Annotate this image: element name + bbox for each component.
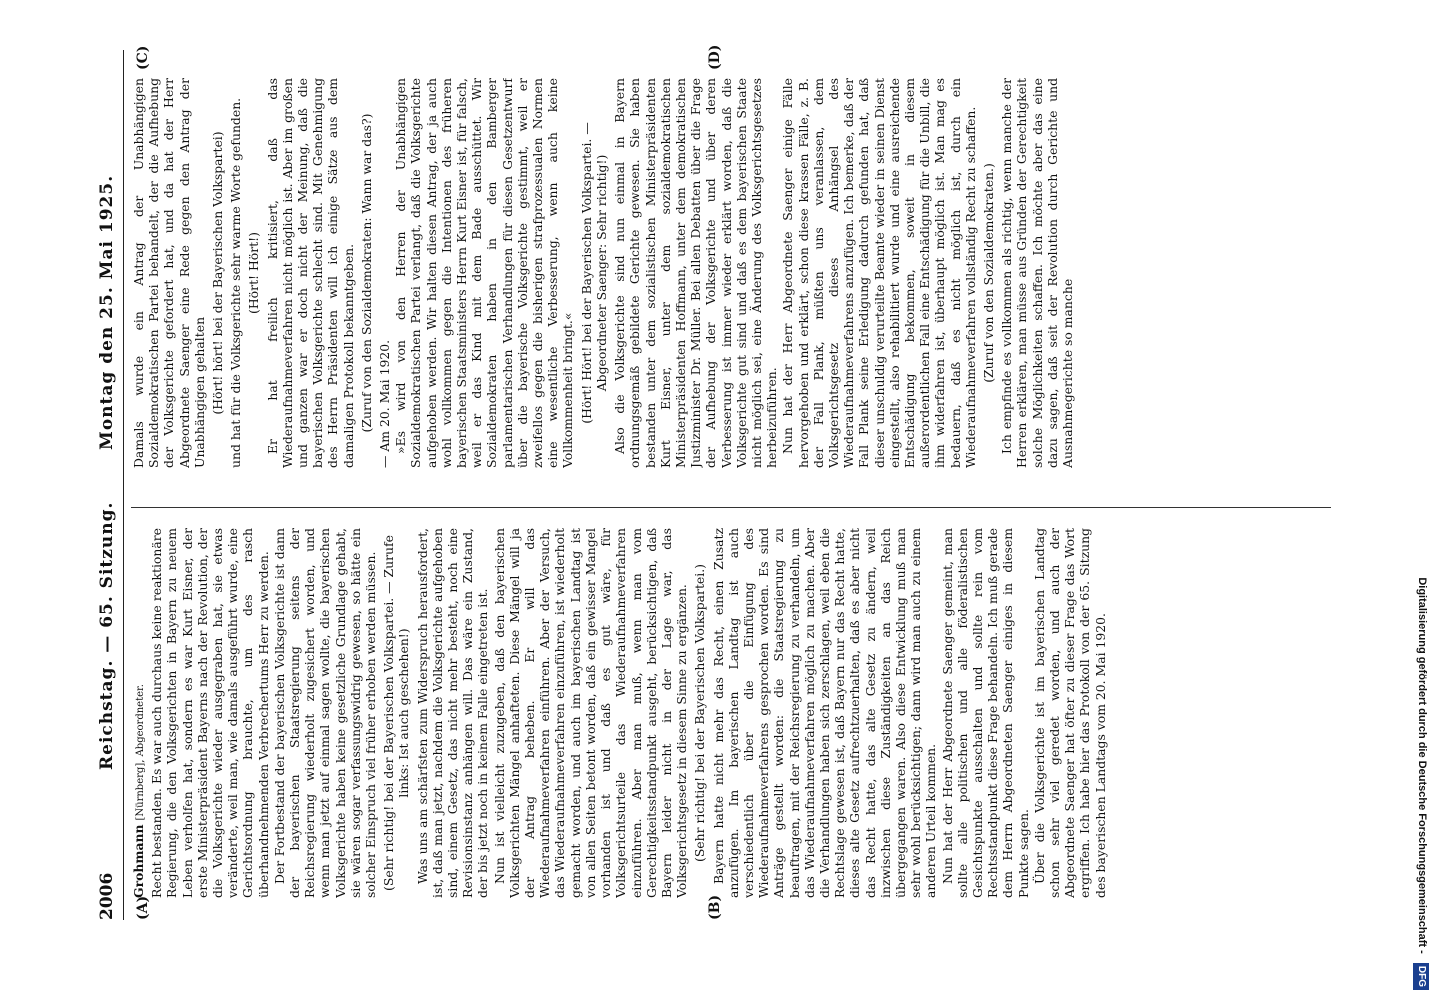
text-column-left	[131, 528, 1341, 898]
dfg-logo: DFG	[1413, 963, 1429, 990]
paragraph: Der Fortbestand der bayerischen Volksgerichte ist dann der bayerischen Staatsregierung seitens der Reichsregierung wiederholt zugesichert worden, und wenn man jetzt auf einmal sagen wollte, die bayerischen Volksgerichte haben keine gesetzliche Grundlage gehabt, sie wären sogar verfassungswidrig gewesen, so hätte ein solcher Einspruch viel früher erhoben werden müssen.	[271, 528, 379, 898]
paragraph: Was uns am schärfsten zum Widerspruch herausfordert, ist, daß man jetzt, nachdem die Volksgerichte aufgehoben sind, einem Gesetz, das nicht mehr besteht, noch eine Revisionsinstanz anhängen will. Das wäre ein Zustand, der bis jetzt noch in keinem Falle eingetreten ist.	[414, 528, 491, 898]
paragraph: — Am 20. Mai 1920.	[377, 339, 393, 468]
interjection: (Zuruf von den Sozialdemokraten.)	[980, 163, 996, 383]
margin-marker-c: (C)	[135, 45, 151, 70]
column-divider	[131, 507, 1331, 508]
paragraph: Nun hat der Herr Abgeordnete Saenger einige Fälle hervorgehoben und erklärt, schon diese krassen Fälle, z. B. der Fall Plank, müßten uns veranlassen, dem Volksgerichtsgesetz dieses Anhängsel des Wiederaufnahmeverfahrens anzufügen. Ich bemerke, daß der Fall Plank seine Erledigung dadurch gefunden hat, daß dieser unschuldig verurteilte Beamte wieder in seinen Dienst eingestellt, also rehabilitiert wurde und eine ausreichende Entschädigung bekommen, soweit in diesem außerordentlichen Fall eine Entschädigung für die Unbill, die ihm widerfahren ist, überhaupt möglich ist. Man mag es bedauern, daß es nicht möglich ist, durch ein Wiederaufnahmeverfahren vollständig Recht zu schaffen.	[780, 78, 978, 468]
page-number: 2006	[97, 872, 117, 920]
interjection: (Zuruf von den Sozialdemokraten: Wann war das?)	[358, 113, 374, 433]
paragraph: Er hat freilich kritisiert, daß das Wiederaufnahmeverfahren nicht möglich ist. Aber im großen und ganzen war er doch nicht der Meinung, daß die bayerischen Volksgerichte schlecht sind. Mit Genehmigung des Herrn Präsidenten will ich einige Sätze aus dem damaligen Protokoll bekanntgeben.	[264, 78, 356, 468]
credit-line	[1414, 10, 1430, 990]
paragraph	[131, 528, 148, 898]
quotation: »Es wird von den Herren der Unabhängigen Sozialdemokratischen Partei verlangt, daß die Volksgerichte aufgehoben werden. Wir halten diesen Antrag, der ja auch wohl vollkommen gegen die Intentionen des früheren bayerischen Staatsministers Herrn Kurt Eisner ist, für falsch, weil er das Kind mit dem Bade ausschüttet. Wir Sozialdemokraten haben in den Bamberger parlamentarischen Verhandlungen für diesen Gesetzentwurf über die bayerische Volksgerichte gestimmt, weil er zweifellos gegen die bisherigen strafprozessualen Normen eine wesentliche Verbesserung, wenn auch keine Vollkommenheit bringt.«	[393, 78, 576, 468]
interjection: (Hört! Hört!)	[246, 232, 262, 314]
interjection: (Hört! Hört! bei der Bayerischen Volkspartei. — Abgeordneter Saenger: Sehr richtig!)	[578, 122, 609, 424]
header-right-title: Montag den 25. Mai 1925.	[97, 174, 117, 450]
margin-marker-b: (B)	[707, 894, 723, 920]
paragraph: Ich empfinde es vollkommen als richtig, wenn manche der Herren erklären, man müsse aus Gründen der Gerechtigkeit solche Möglichkeiten schaffen. Ich möchte aber das eine dazu sagen, daß seit der Revolution durch Gerichte und Ausnahmegerichte so manche	[999, 78, 1075, 468]
interjection: (Sehr richtig! bei der Bayerischen Volkspartei.)	[692, 563, 708, 863]
paragraph: Bayern hatte nicht mehr das Recht, einen Zusatz anzufügen. Im bayerischen Landtag ist auch verschiedentlich über die Einfügung des Wiederaufnahmeverfahrens gesprochen worden. Es sind Anträge gestellt worden: die Staatsregierung zu beauftragen, mit der Reichsregierung zu verhandeln, um das Wiederaufnahmeverfahren möglich zu machen. Aber die Verhandlungen haben sich zerschlagen, weil eben die Rechtslage gewesen ist, daß Bayern nur das Recht hatte, dieses alte Gesetz aufrechtzuerhalten, daß es aber nicht das Recht hatte, das alte Gesetz zu ändern, weil inzwischen diese Zuständigkeiten an das Reich übergegangen waren. Also diese Entwicklung muß man sehr wohl berücksichtigen; dann wird man auch zu einem anderen Urteil kommen.	[710, 528, 939, 898]
interjection: (Hört! hört! bei der Bayerischen Volkspartei)	[210, 131, 226, 415]
margin-marker-d: (D)	[707, 44, 723, 70]
paragraph: Also die Volksgerichte sind nun einmal in Bayern ordnungsgemäß gebildete Gerichte gewesen. Sie haben bestanden unter dem sozialistischen Ministerpräsidenten Kurt Eisner, unter dem sozialdemokratischen Ministerpräsidenten Hoffmann, unter dem demokratischen Justizminister Dr. Müller. Bei allen Debatten über die Frage der Aufhebung der Volksgerichte und über deren Verbesserung ist immer wieder erklärt worden, daß die Volksgerichte gut sind und daß es dem bayerischen Staate nicht möglich sei, eine Änderung des Volksgerichtsgesetzes herbeizuführen.	[612, 78, 780, 468]
paragraph: Damals wurde ein Antrag der Unabhängigen Sozialdemokratischen Partei behandelt, der die Aufhebung der Volksgerichte gefordert hat, und da hat der Herr Abgeordnete Saenger eine Rede gegen den Antrag der Unabhängigen gehalten	[131, 78, 207, 468]
page-header	[95, 50, 124, 920]
interjection: (Sehr richtig! bei der Bayerischen Volkspartei. — Zurufe links: Ist auch geschehen!)	[381, 535, 412, 891]
speaker-note: [Nürnberg], Abgeordneter.	[135, 684, 146, 821]
text-column-right	[131, 78, 1341, 468]
paragraph: und hat für die Volksgerichte sehr warme Worte gefunden.	[228, 97, 244, 468]
header-left-title: Reichstag. — 65. Sitzung.	[97, 501, 117, 770]
digitization-credit	[1414, 10, 1430, 1000]
speaker-name: Grohmann	[131, 824, 146, 898]
margin-marker-a: (A)	[135, 895, 151, 920]
rotated-page-content	[95, 44, 1345, 920]
paragraph: Nun ist vielleicht zuzugeben, daß den bayerischen Volksgerichten Mängel anhafteten. Diese Mängel will ja der Antrag beheben. Er will das Wiederaufnahmeverfahren einführen. Aber der Versuch, das Wiederaufnahmeverfahren einzuführen, ist wiederholt gemacht worden, und auch im bayerischen Landtag ist von allen Seiten betont worden, daß ein gewisser Mangel vorhanden ist und daß es gut wäre, für Volksgerichtsurteile das Wiederaufnahmeverfahren einzuführen. Aber man muß, wenn man vom Gerechtigkeitsstandpunkt ausgeht, berücksichtigen, daß Bayern leider nicht in der Lage war, das Volksgerichtsgesetz in diesem Sinne zu ergänzen.	[491, 528, 690, 898]
paragraph: Nun hat der Herr Abgeordnete Saenger gemeint, man sollte alle politischen und alle föderalistischen Gesichtspunkte ausschalten und sollte rein vom Rechtsstandpunkt diese Frage behandeln. Ich muß gerade dem Herrn Abgeordneten Saenger einiges in diesem Punkte sagen.	[939, 528, 1031, 898]
credit-text: Digitalisierung gefördert durch die Deutsche Forschungsgemeinschaft -	[1416, 577, 1428, 954]
paragraph: Recht bestanden. Es war auch durchaus keine reaktionäre Regierung, die den Volksgerichten in Bayern zu neuem Leben verholfen hat, sondern es war Kurt Eisner, der erste Ministerpräsident Bayerns nach der Revolution, der die Volksgerichte wieder ausgegraben hat, sie etwas veränderte, weil man, wie damals ausgeführt wurde, eine Gerichtsordnung brauchte, um des rasch überhandnehmenden Verbrechertums Herr zu werden.	[149, 528, 271, 898]
paragraph: Über die Volksgerichte ist im bayerischen Landtag schon sehr viel geredet worden, und auch der Abgeordnete Saenger hat öfter zu dieser Frage das Wort ergriffen. Ich habe hier das Protokoll von der 65. Sitzung des bayerischen Landtags vom 20. Mai 1920.	[1031, 528, 1108, 898]
